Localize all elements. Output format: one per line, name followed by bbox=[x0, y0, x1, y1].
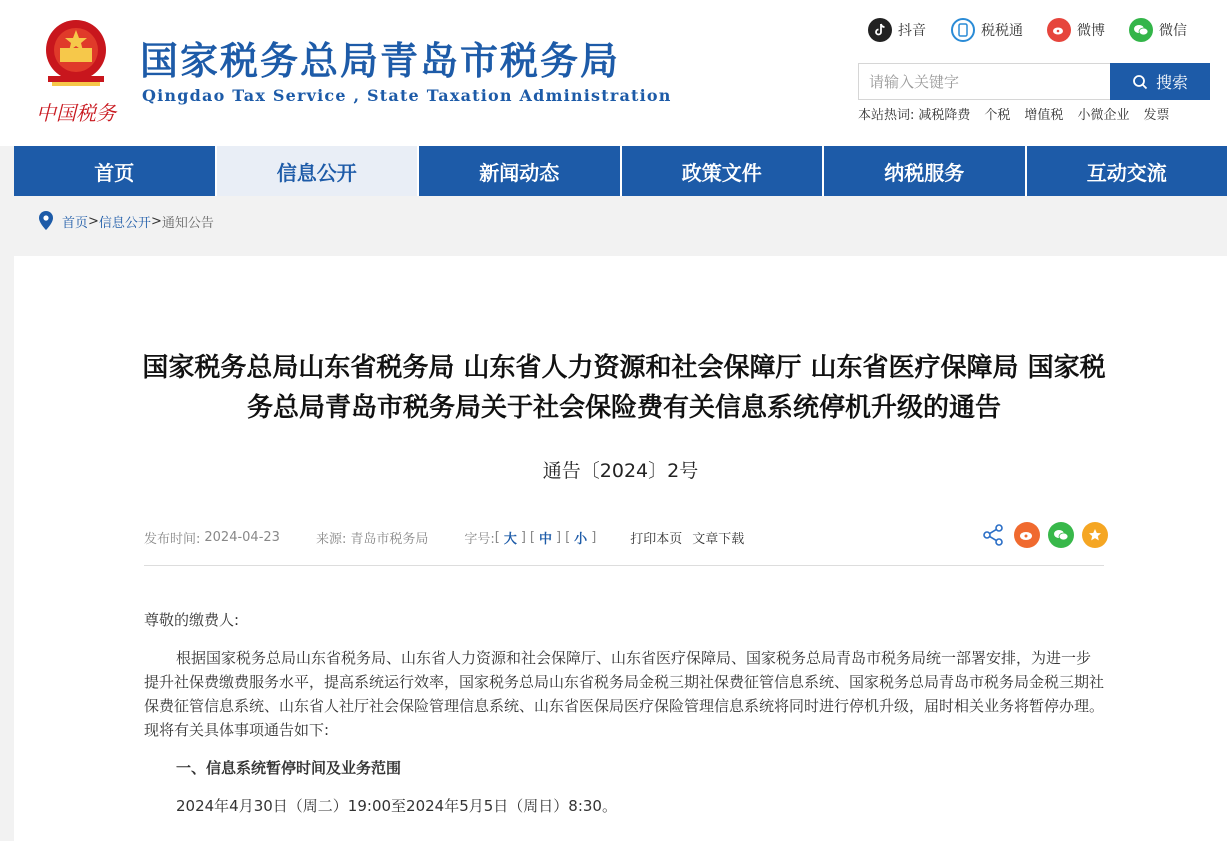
national-emblem-logo[interactable] bbox=[30, 14, 122, 126]
site-header bbox=[0, 0, 1227, 146]
font-size-medium[interactable]: 中 bbox=[539, 532, 553, 547]
social-link-weibo[interactable] bbox=[1047, 18, 1105, 42]
weibo-share-icon[interactable] bbox=[1014, 522, 1040, 548]
article-paragraph: 根据国家税务总局山东省税务局、山东省人力资源和社会保障厅、山东省医疗保障局、国家税务总局青岛市税务局统一部署安排，为进一步提升社保费缴费服务水平，提高系统运行效率，国家税务总局山东省税务局金税三期社保费征管信息系统、国家税务总局青岛市税务局金税三期社保费征管信息系统、山东省人社厅社会保险管理信息系统、山东省医保局医疗保险管理信息系统将同时进行停机升级，届时相关业务将暂停办理。现将有关具体事项通告如下: bbox=[144, 649, 1105, 739]
social-label: 微信 bbox=[1159, 23, 1187, 39]
breadcrumb bbox=[36, 210, 214, 232]
breadcrumb-home[interactable]: 首页 bbox=[62, 215, 89, 231]
hot-word-link[interactable]: 减税降费 bbox=[918, 108, 971, 123]
nav-item-policy[interactable]: 政策文件 bbox=[622, 146, 823, 196]
emblem-text: 中国税务 bbox=[36, 101, 116, 125]
search-input[interactable] bbox=[858, 63, 1110, 100]
font-size-label: 字号: bbox=[464, 532, 495, 547]
nav-item-info-disclosure[interactable]: 信息公开 bbox=[217, 146, 418, 196]
share-bar bbox=[980, 522, 1108, 548]
hot-word-link[interactable]: 个税 bbox=[984, 108, 1011, 123]
article-container bbox=[14, 256, 1227, 841]
article-greeting: 尊敬的缴费人: bbox=[144, 611, 240, 629]
wechat-share-icon[interactable] bbox=[1048, 522, 1074, 548]
breadcrumb-separator: > bbox=[88, 213, 99, 229]
article-body bbox=[144, 608, 1104, 832]
weibo-icon bbox=[1047, 18, 1071, 42]
font-size-large[interactable]: 大 bbox=[503, 532, 517, 547]
share-icon[interactable] bbox=[980, 522, 1006, 548]
social-link-wechat[interactable] bbox=[1129, 18, 1187, 42]
wechat-icon bbox=[1129, 18, 1153, 42]
main-nav bbox=[14, 146, 1227, 196]
breadcrumb-info-disclosure[interactable]: 信息公开 bbox=[98, 215, 151, 231]
meta-divider bbox=[144, 565, 1104, 566]
hot-words bbox=[858, 104, 1169, 123]
search-icon bbox=[1132, 74, 1148, 90]
hot-words-label: 本站热词: bbox=[858, 108, 915, 123]
nav-item-interaction[interactable]: 互动交流 bbox=[1027, 146, 1227, 196]
nav-item-tax-service[interactable]: 纳税服务 bbox=[824, 146, 1025, 196]
source: 青岛市税务局 bbox=[350, 532, 429, 547]
hot-word-link[interactable]: 增值税 bbox=[1024, 108, 1064, 123]
publish-label: 发布时间: bbox=[144, 532, 201, 547]
search-button[interactable] bbox=[1110, 63, 1210, 100]
nav-item-home[interactable]: 首页 bbox=[14, 146, 215, 196]
article-heading: 一、信息系统暂停时间及业务范围 bbox=[176, 759, 402, 777]
social-link-douyin[interactable] bbox=[868, 18, 926, 42]
hot-word-link[interactable]: 小微企业 bbox=[1077, 108, 1130, 123]
article-title: 国家税务总局山东省税务局 山东省人力资源和社会保障厅 山东省医疗保障局 国家税务总局青岛市税务局关于社会保险费有关信息系统停机升级的通告 bbox=[142, 353, 1106, 423]
social-label: 微博 bbox=[1077, 23, 1105, 39]
social-label: 抖音 bbox=[898, 23, 926, 39]
location-pin-icon bbox=[36, 210, 56, 232]
phone-icon bbox=[951, 18, 975, 42]
favorite-icon[interactable] bbox=[1082, 522, 1108, 548]
publish-date: 2024-04-23 bbox=[204, 530, 280, 545]
article-meta: 发布时间: 2024-04-23 来源: 青岛市税务局 字号: [ 大 ] [ 中 ] [ 小 ] 打印本页 文章下载 bbox=[144, 530, 745, 547]
social-link-shuishuitong[interactable] bbox=[951, 18, 1023, 42]
social-label: 税税通 bbox=[981, 23, 1023, 39]
article-paragraph: 2024年4月30日（周二）19:00至2024年5月5日（周日）8:30。 bbox=[176, 797, 617, 815]
site-title[interactable]: 国家税务总局青岛市税务局 bbox=[140, 39, 621, 83]
nav-item-news[interactable]: 新闻动态 bbox=[419, 146, 620, 196]
print-button[interactable]: 打印本页 bbox=[630, 532, 683, 547]
font-size-small[interactable]: 小 bbox=[574, 532, 588, 547]
download-button[interactable]: 文章下载 bbox=[692, 532, 745, 547]
breadcrumb-separator: > bbox=[150, 213, 162, 229]
site-title-english: Qingdao Tax Service , State Taxation Administration bbox=[142, 86, 672, 105]
hot-word-link[interactable]: 发票 bbox=[1143, 108, 1170, 123]
search-button-label: 搜索 bbox=[1155, 73, 1188, 92]
source-label: 来源: bbox=[315, 532, 347, 547]
document-number: 通告〔2024〕2号 bbox=[542, 460, 699, 482]
tiktok-icon bbox=[868, 18, 892, 42]
breadcrumb-current: 通知公告 bbox=[161, 215, 214, 231]
